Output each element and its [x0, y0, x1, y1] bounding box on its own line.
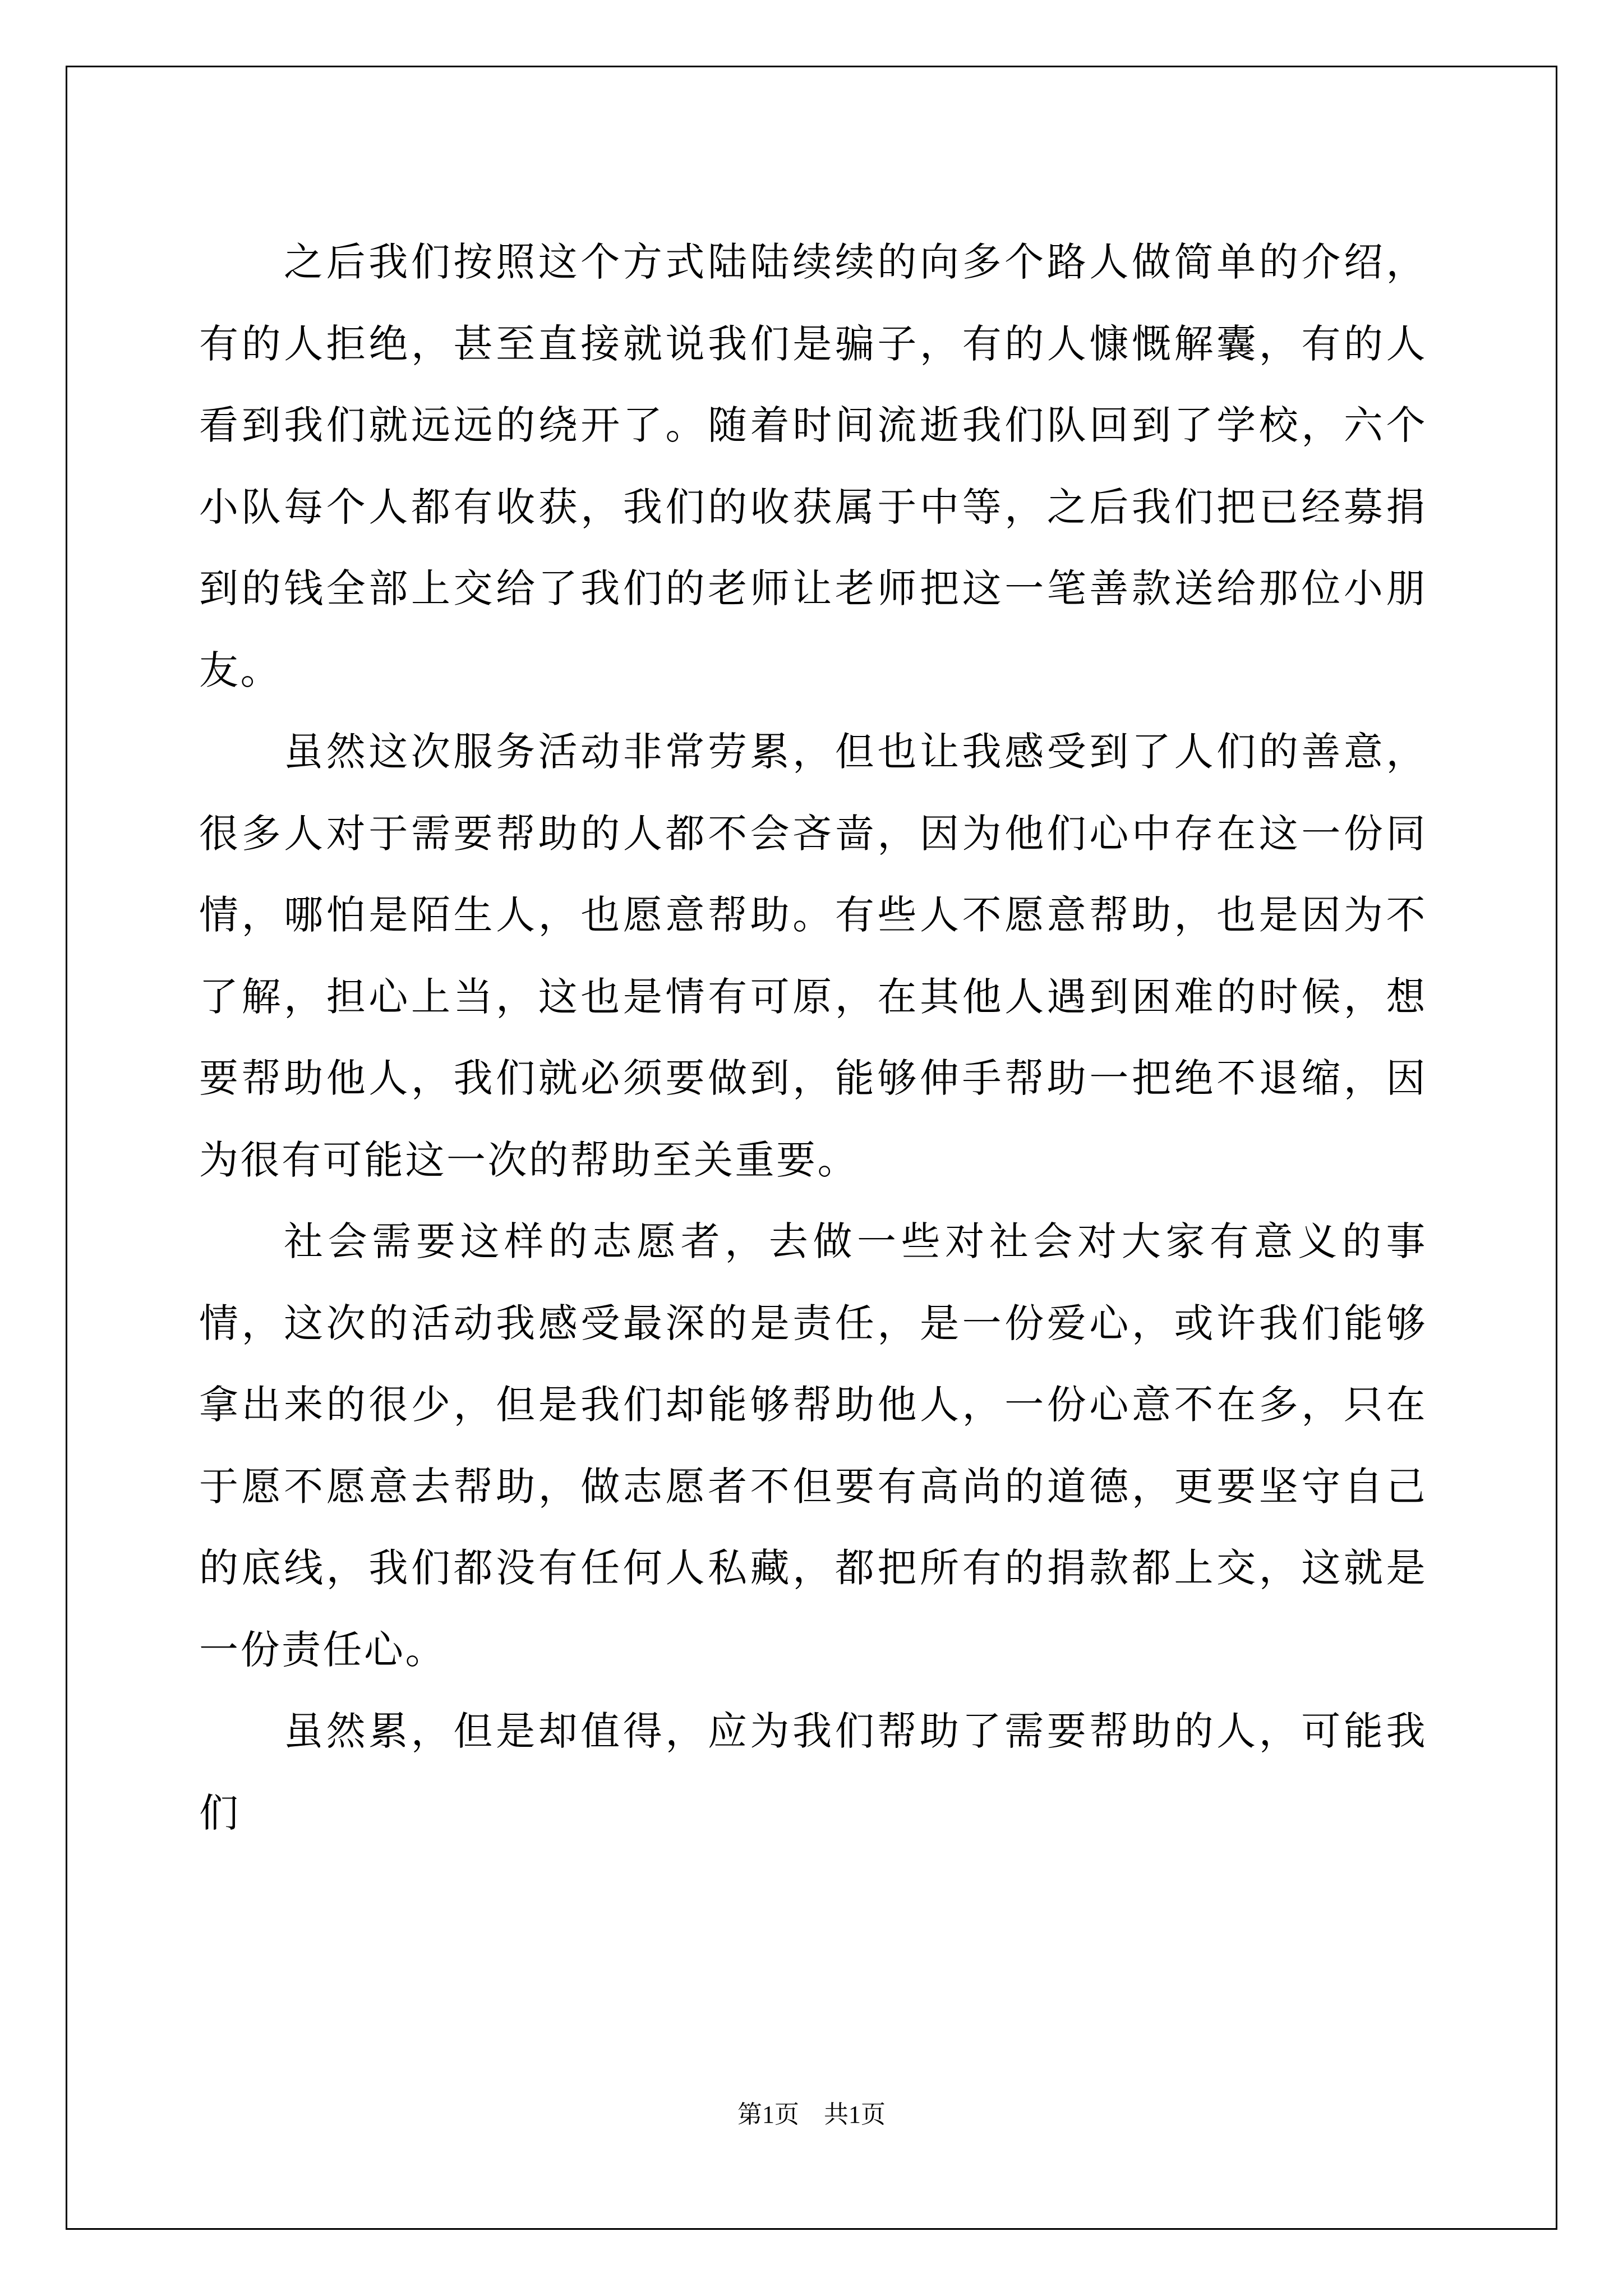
page-footer: 第1页 共1页: [737, 2101, 886, 2128]
paragraph-2: 虽然这次服务活动非常劳累，但也让我感受到了人们的善意，很多人对于需要帮助的人都不会吝啬，因为他们心中存在这一份同情，哪怕是陌生人，也愿意帮助。有些人不愿意帮助，也是因为不了解，担心上当，这也是情有可原，在其他人遇到困难的时候，想要帮助他人，我们就必须要做到，能够伸手帮助一把绝不退缩，因为很有可能这一次的帮助至关重要。: [199, 729, 1427, 1183]
paragraph-4: 虽然累，但是却值得，应为我们帮助了需要帮助的人，可能我们: [199, 1708, 1427, 1836]
document-body: [199, 222, 1427, 1854]
paragraph-1: 之后我们按照这个方式陆陆续续的向多个路人做简单的介绍，有的人拒绝，甚至直接就说我们是骗子，有的人慷慨解囊，有的人看到我们就远远的绕开了。随着时间流逝我们队回到了学校，六个小队每个人都有收获，我们的收获属于中等，之后我们把已经募捐到的钱全部上交给了我们的老师让老师把这一笔善款送给那位小朋友。: [199, 239, 1427, 693]
paragraph-3: 社会需要这样的志愿者，去做一些对社会对大家有意义的事情，这次的活动我感受最深的是责任，是一份爱心，或许我们能够拿出来的很少，但是我们却能够帮助他人，一份心意不在多，只在于愿不愿意去帮助，做志愿者不但要有高尚的道德，更要坚守自己的底线，我们都没有任何人私藏，都把所有的捐款都上交，这就是一份责任心。: [199, 1218, 1427, 1673]
